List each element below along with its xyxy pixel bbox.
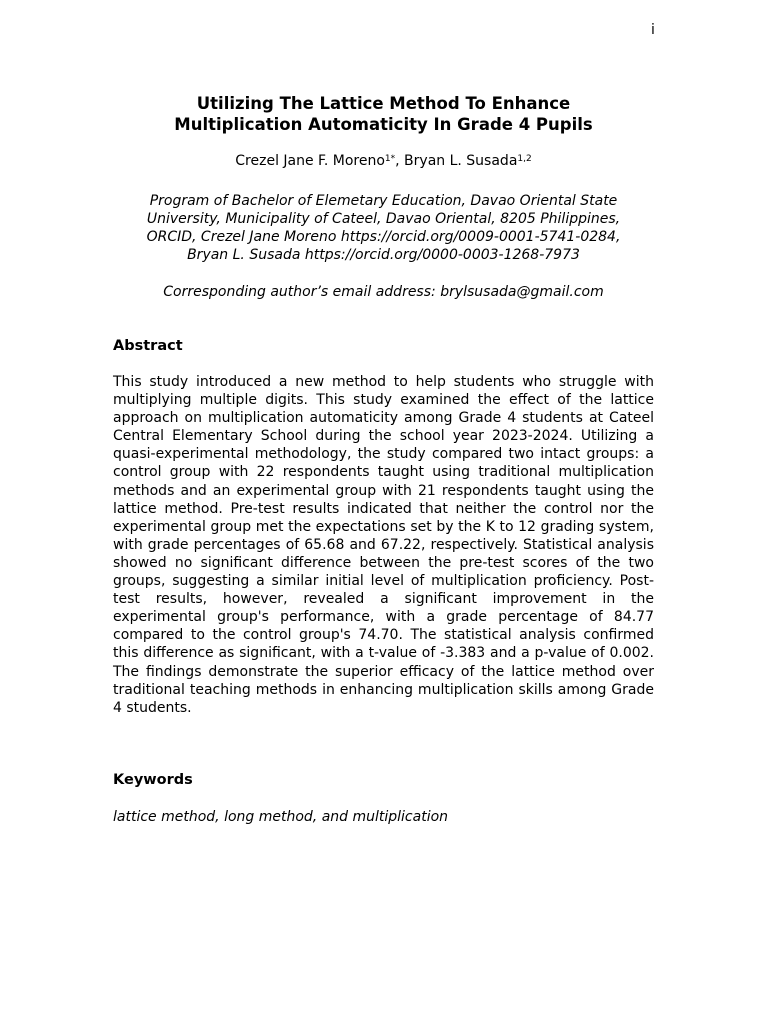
author-separator: , [395, 153, 405, 169]
author-affiliation-mark: 1* [384, 154, 396, 164]
affiliation-block [113, 192, 654, 264]
title-line-2: Multiplication Automaticity In Grade 4 Pupils [174, 115, 593, 134]
affiliation-line: Program of Bachelor of Elemetary Education, Davao Oriental State [149, 193, 618, 209]
author-name: Bryan L. Susada [404, 153, 518, 169]
abstract-text: This study introduced a new method to help students who struggle with multiplying multiple digits. This study examined the effect of the lattice approach on multiplication automaticity among Grade 4 students at Cateel Central Elementary School during the school year 2023-2024. Utilizing a quasi-experimental methodology, the study compared two intact groups: a control group with 22 respondents taught using traditional multiplication methods and an experimental group with 21 respondents taught using the lattice method. Pre-test results indicated that neither the control nor the experimental group met the expectations set by the K to 12 grading system, with grade percentages of 65.68 and 67.22, respectively. Statistical analysis showed no significant difference between the pre-test scores of the two groups, suggesting a similar initial level of multiplication proficiency. Post-test results, however, revealed a significant improvement in the experimental group's performance, with a grade percentage of 84.77 compared to the control group's 74.70. The statistical analysis confirmed this difference as significant, with a t-value of -3.383 and a p-value of 0.002. The findings demonstrate the superior efficacy of the lattice method over traditional teaching methods in enhancing multiplication skills among Grade 4 students. [113, 374, 654, 716]
affiliation-line: Bryan L. Susada https://orcid.org/0000-0003-1268-7973 [187, 247, 580, 263]
page-number: i [651, 22, 655, 38]
keywords-heading: Keywords [113, 772, 193, 788]
affiliation-line: University, Municipality of Cateel, Davao Oriental, 8205 Philippines, [146, 211, 621, 227]
corresponding-author-email: Corresponding author’s email address: brylsusada@gmail.com [163, 284, 604, 300]
title-line-1: Utilizing The Lattice Method To Enhance [196, 94, 571, 113]
paper-title [113, 93, 654, 135]
abstract-heading: Abstract [113, 338, 183, 354]
keywords-text: lattice method, long method, and multiplication [113, 809, 449, 825]
author-affiliation-mark: 1,2 [517, 154, 532, 164]
affiliation-line: ORCID, Crezel Jane Moreno https://orcid.org/0009-0001-5741-0284, [146, 229, 621, 245]
author-list [113, 152, 654, 170]
author-name: Crezel Jane F. Moreno [235, 153, 385, 169]
